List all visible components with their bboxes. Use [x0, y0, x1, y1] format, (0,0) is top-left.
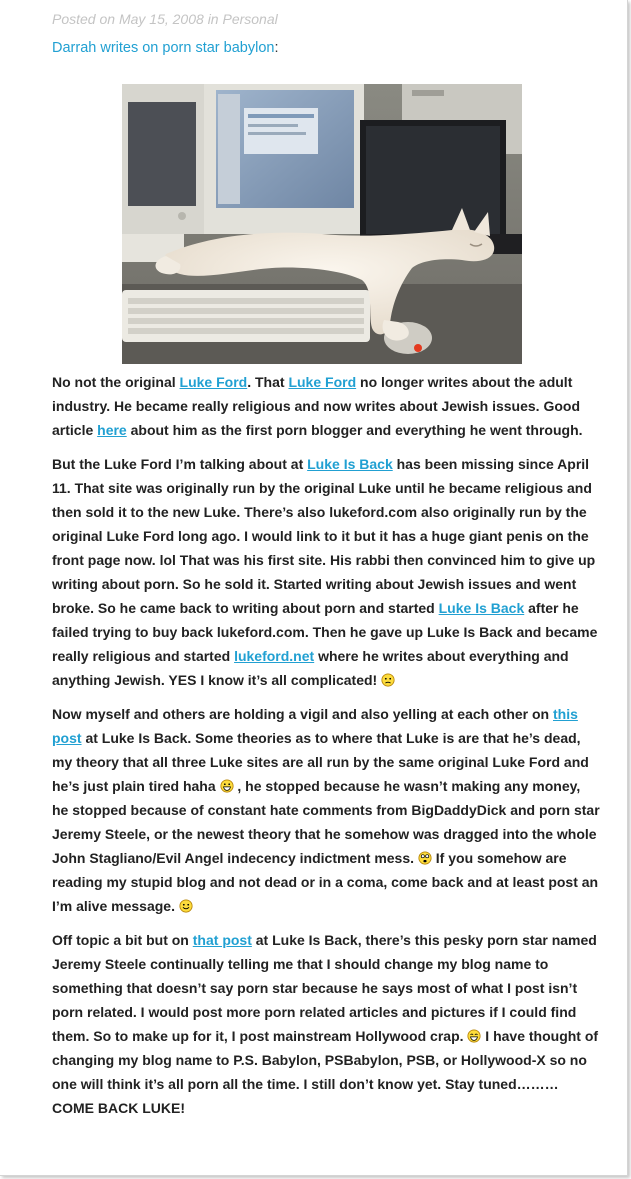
paragraph-3 [52, 702, 600, 918]
p2-text-1: But the Luke Ford I’m talking about at [52, 456, 308, 472]
this-post-link[interactable]: this post [52, 706, 578, 746]
shocked-smiley-icon [418, 851, 432, 865]
grin-smiley-icon [220, 779, 234, 793]
post-meta [52, 11, 278, 27]
paragraph-1 [52, 370, 600, 442]
intro-colon: : [274, 40, 279, 56]
in-label: in [207, 11, 219, 27]
cat-photo [122, 84, 522, 364]
worried-smiley-icon [381, 673, 395, 687]
luke-is-back-link-1[interactable]: Luke Is Back [307, 456, 393, 472]
p1-text-1: No not the original [52, 374, 180, 390]
luke-ford-link-2[interactable]: Luke Ford [288, 374, 357, 390]
p2-text-2: has been missing since April 11. That site was originally run by the original Luke until he became religious and then sold it to the new Luke. There’s also lukeford.com also originally run by the original Luke Ford long ago. I would link to it but it has a huge giant penis on the front page now. lol That was his first site. His rabbi then convinced him to give up writing about porn. So he sold it. Started writing about Jewish issues and went broke. So he came back to writing about porn and started [52, 456, 596, 616]
p4-text-1: Off topic a bit but on [52, 932, 193, 948]
posted-prefix: Posted on [52, 11, 116, 27]
smile-smiley-icon [179, 899, 193, 913]
lukeford-net-link[interactable]: lukeford.net [234, 648, 315, 664]
p2-text-4: where he writes about everything and anything Jewish. YES I know it’s all complicated! [52, 648, 569, 688]
p1-text-2: . That [247, 374, 289, 390]
post-date[interactable]: May 15, 2008 [118, 11, 204, 27]
p3-text-1: Now myself and others are holding a vigil and also yelling at each other on [52, 706, 553, 722]
p4-text-2: at Luke Is Back, there’s this pesky porn star named Jeremy Steele continually telling me that I should change my blog name to something that doesn’t say porn star because he says most of what I post isn’t porn related. I would post more porn related articles and pictures if I could find them. So to make up for it, I post mainstream Hollywood crap. [52, 932, 597, 1044]
p3-text-2: at Luke Is Back. Some theories as to where that Luke is are that he’s dead, my theory that all three Luke sites are all run by the same original Luke Ford and he’s just plain tired haha [52, 730, 589, 794]
luke-ford-link-1[interactable]: Luke Ford [179, 374, 248, 390]
paragraph-4 [52, 928, 600, 1120]
intro-link[interactable]: Darrah writes on porn star babylon [52, 40, 275, 56]
post-category[interactable]: Personal [222, 11, 278, 27]
that-post-link[interactable]: that post [192, 932, 252, 948]
intro-line [52, 40, 278, 56]
paragraph-2 [52, 452, 600, 692]
p2-text-3: after he failed trying to buy back lukeford.com. Then he gave up Luke Is Back and became really religious and started [52, 600, 598, 664]
p1-text-3: no longer writes about the adult industry. He became really religious and now writes about Jewish issues. Good article [52, 374, 580, 438]
here-link[interactable]: here [97, 422, 127, 438]
post-body [52, 370, 600, 1130]
p3-text-3: , he stopped because he wasn’t making any money, he stopped because of constant hate comments from BigDaddyDick and porn star Jeremy Steele, or the newest theory that he somehow was dragged into the whole John Stagliano/Evil Angel indecency indictment mess. [52, 778, 600, 866]
p3-text-4: If you somehow are reading my stupid blog and not dead or in a coma, come back and at least post an I’m alive message. [52, 850, 599, 914]
cat-photo-illustration [122, 84, 522, 364]
laugh-smiley-icon [467, 1029, 481, 1043]
p4-text-3: I have thought of changing my blog name to P.S. Babylon, PSBabylon, PSB, or Hollywood-X so no one will think it’s all porn all the time. I still don’t know yet. Stay tuned……… COME BACK LUKE! [52, 1028, 599, 1116]
luke-is-back-link-2[interactable]: Luke Is Back [438, 600, 525, 616]
p1-text-4: about him as the first porn blogger and everything he went through. [126, 422, 583, 438]
